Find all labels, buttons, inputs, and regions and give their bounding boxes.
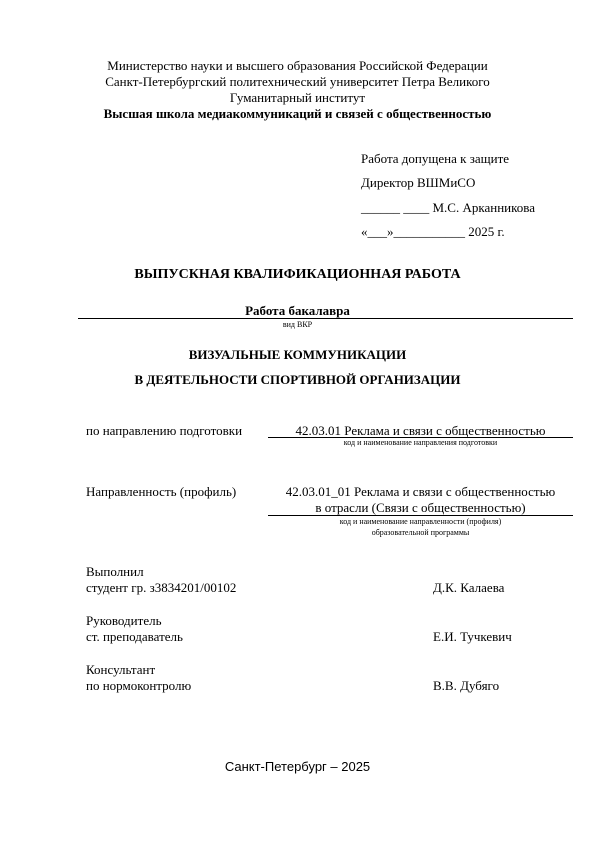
work-type-caption: вид ВКР	[282, 320, 313, 329]
supervisor-name: Е.И. Тучкевич	[433, 629, 512, 644]
consultant-role: Консультант	[86, 662, 156, 677]
institute-line: Гуманитарный институт	[229, 90, 366, 105]
university-line: Санкт-Петербургский политехнический университет Петра Великого	[105, 74, 490, 89]
profile-label: Направленность (профиль)	[86, 484, 237, 499]
topic-line-1: ВИЗУАЛЬНЫЕ КОММУНИКАЦИИ	[188, 347, 407, 362]
profile-underline	[268, 515, 573, 516]
work-type: Работа бакалавра	[245, 303, 350, 318]
consultant-area: по нормоконтролю	[86, 678, 192, 693]
student-role: Выполнил	[86, 564, 144, 579]
student-name: Д.К. Калаева	[433, 580, 505, 595]
approval-signature: ______ ____ М.С. Арканникова	[361, 200, 536, 215]
document-title: ВЫПУСКНАЯ КВАЛИФИКАЦИОННАЯ РАБОТА	[134, 267, 461, 282]
direction-label: по направлению подготовки	[86, 423, 243, 438]
school-line: Высшая школа медиакоммуникаций и связей с общественностью	[103, 106, 492, 121]
approval-date: «___»___________ 2025 г.	[361, 224, 505, 239]
profile-caption-line-2: образовательной программы	[371, 528, 470, 537]
supervisor-position: ст. преподаватель	[86, 629, 183, 644]
supervisor-role: Руководитель	[86, 613, 162, 628]
direction-value: 42.03.01 Реклама и связи с общественностью	[295, 423, 546, 438]
direction-caption: код и наименование направления подготовки	[343, 438, 498, 447]
topic-line-2: В ДЕЯТЕЛЬНОСТИ СПОРТИВНОЙ ОРГАНИЗАЦИИ	[134, 372, 461, 387]
profile-caption-line-1: код и наименование направленности (профиля)	[339, 517, 502, 526]
city-year: Санкт-Петербург – 2025	[224, 759, 371, 774]
approval-director: Директор ВШМиСО	[361, 175, 476, 190]
ministry-line: Министерство науки и высшего образования Российской Федерации	[107, 58, 488, 73]
work-type-underline	[78, 318, 573, 319]
profile-value-line-2: в отрасли (Связи с общественностью)	[315, 500, 526, 515]
consultant-name: В.В. Дубяго	[433, 678, 500, 693]
profile-value-line-1: 42.03.01_01 Реклама и связи с общественностью	[285, 484, 556, 499]
student-group: студент гр. з3834201/00102	[86, 580, 237, 595]
approval-admitted: Работа допущена к защите	[361, 151, 510, 166]
